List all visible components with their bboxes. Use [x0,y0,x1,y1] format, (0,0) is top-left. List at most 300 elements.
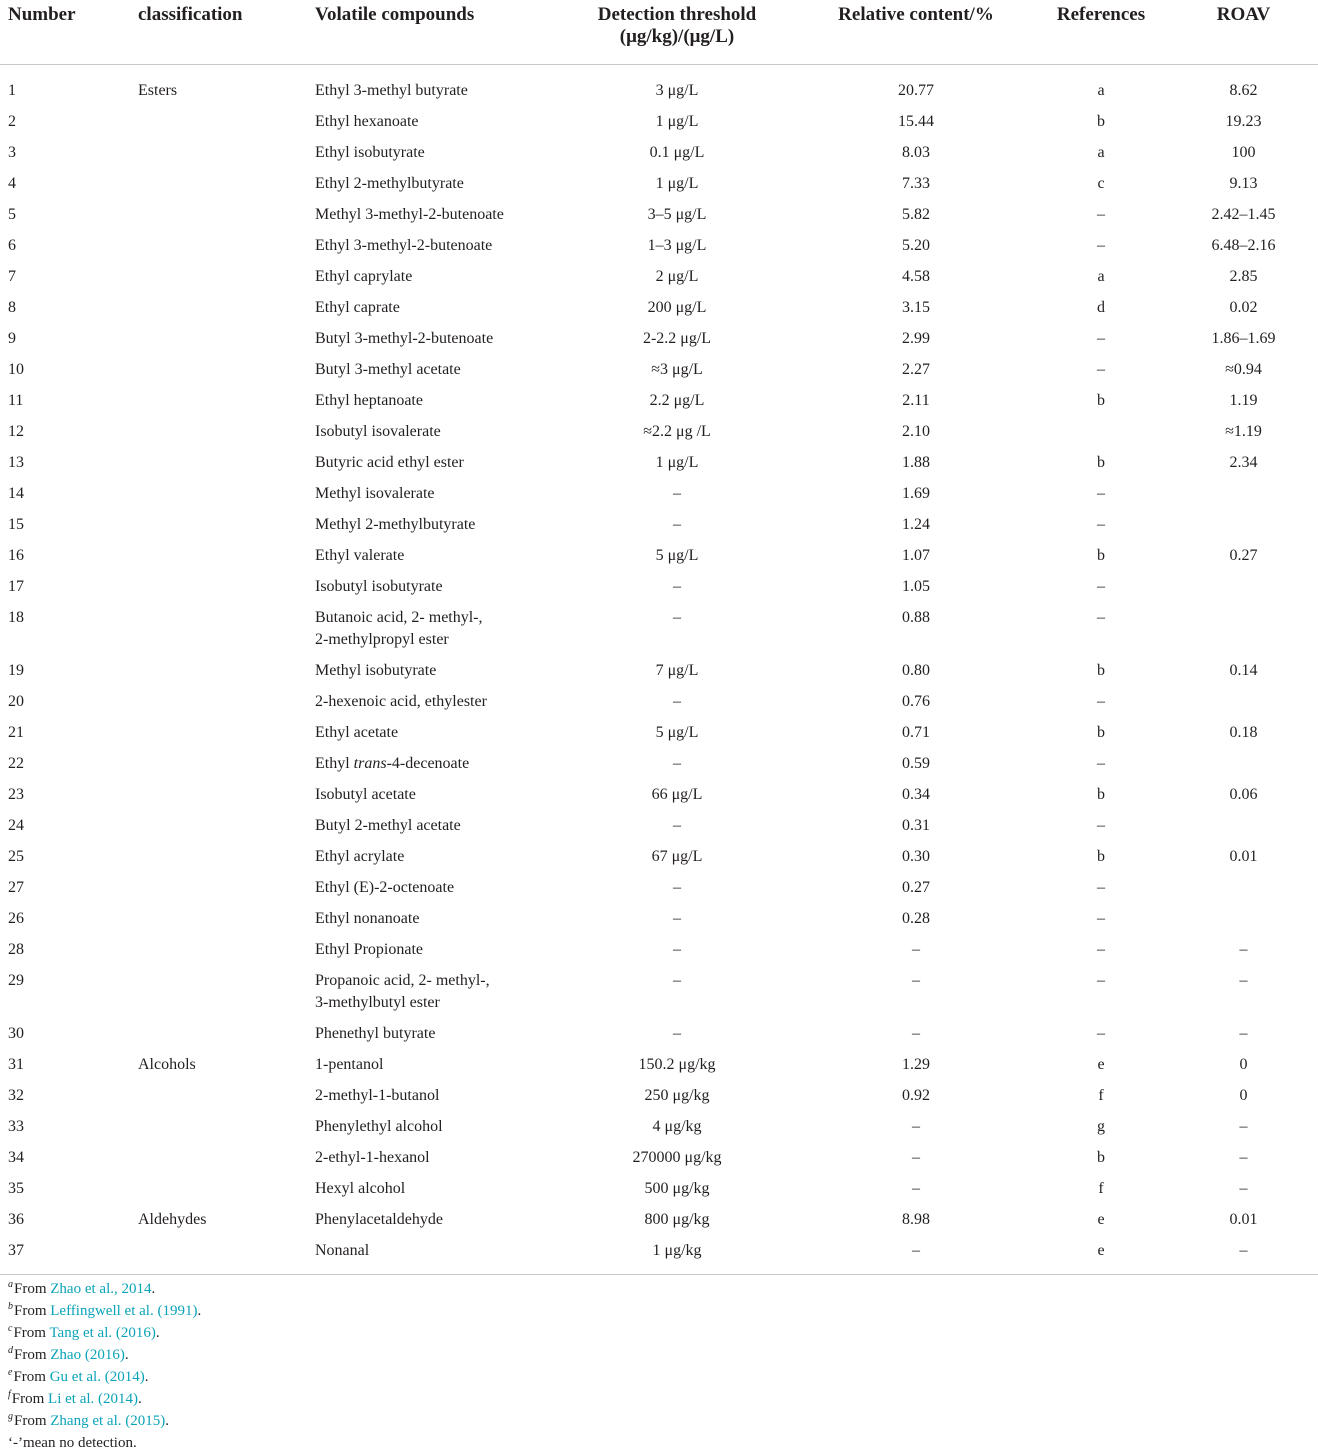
cell-compound: Methyl isovalerate [315,485,435,502]
cell-classification [126,904,289,935]
cell-relative-content: 20.77 [898,82,934,99]
cell-reference: a [1097,268,1105,285]
cell-compound: Ethyl 3-methyl-2-butenoate [315,237,493,254]
cell-line: 2-methylpropyl ester [315,631,449,648]
cell-compound: Phenylethyl alcohol [315,1118,443,1135]
cell-compound: Ethyl valerate [315,547,405,564]
cell-compound: Ethyl trans-4-decenoate [315,755,470,772]
cell-relative-content: 0.88 [902,609,930,626]
cell-roav: 2.85 [1229,268,1258,285]
cell-threshold: 500 μg/kg [644,1180,710,1197]
cell-reference: b [1097,848,1105,865]
cell-classification [126,873,289,904]
cell-threshold: 7 μg/L [655,662,699,679]
cell-roav: 2.42–1.45 [1211,206,1276,223]
cell-number: 11 [8,392,24,409]
table-row [0,904,1318,935]
cell-threshold: – [673,879,681,896]
cell-threshold: 3 μg/L [655,82,699,99]
table-row [0,656,1318,687]
cell-reference: c [1097,175,1105,192]
cell-relative-content: – [912,1149,920,1166]
cell-number: 5 [8,206,16,223]
cell-number: 16 [8,547,24,564]
cell-threshold: 2 μg/L [655,268,699,285]
cell-reference: – [1097,755,1105,772]
cell-compound [289,966,549,1019]
cell-line: 3-methylbutyl ester [315,994,440,1011]
cell-reference: d [1097,299,1105,316]
cell-number: 15 [8,516,24,533]
cell-threshold: 67 μg/L [651,848,703,865]
cell-reference: b [1097,454,1105,471]
cell-classification [126,1019,289,1050]
cell-roav: 0.27 [1229,547,1258,564]
cell-classification [126,200,289,231]
cell-roav: – [1239,1025,1248,1042]
cell-reference: b [1097,786,1105,803]
cell-number: 18 [8,609,24,626]
cell-reference: a [1097,144,1105,161]
cell-reference: – [1097,361,1105,378]
cell-relative-content: 0.71 [902,724,930,741]
cell-compound: Methyl 2-methylbutyrate [315,516,476,533]
cell-roav: 2.34 [1229,454,1258,471]
cell-number: 12 [8,423,24,440]
cell-relative-content: – [912,1118,920,1135]
cell-compound: Butyl 2-methyl acetate [315,817,461,834]
cell-threshold: – [673,693,681,710]
cell-roav: 1.86–1.69 [1211,330,1276,347]
cell-relative-content: 1.29 [902,1056,930,1073]
footnote-suffix: . [138,1391,142,1407]
table-row [0,65,1318,108]
cell-reference: b [1097,662,1105,679]
table-row [0,417,1318,448]
cell-compound: Ethyl 2-methylbutyrate [315,175,464,192]
cell-roav: – [1175,1236,1318,1275]
citation-link[interactable]: Zhao (2016) [50,1347,125,1363]
cell-compound: Methyl isobutyrate [315,662,437,679]
cell-classification [126,1236,289,1275]
cell-classification [126,966,289,1019]
cell-number: 28 [8,941,24,958]
cell-roav: – [1239,1180,1248,1197]
cell-number: 19 [8,662,24,679]
header-volatile-compounds: Volatile compounds [289,0,549,65]
cell-number: 8 [8,299,16,316]
no-detection-note: ‘-’mean no detection. [8,1435,137,1451]
cell-number: 2 [8,113,16,130]
cell-reference: e [1097,1056,1105,1073]
table-row [0,479,1318,510]
table-row [0,1174,1318,1205]
footnote-mark: b [8,1301,13,1312]
cell-relative-content: 0.92 [902,1087,930,1104]
citation-link[interactable]: Zhao et al., 2014 [50,1281,152,1297]
cell-number: 9 [8,330,16,347]
cell-relative-content: 7.33 [902,175,930,192]
citation-link[interactable]: Li et al. (2014) [48,1391,139,1407]
cell-roav: – [1239,941,1248,958]
footnote [8,1300,201,1322]
cell-reference: – [1097,941,1105,958]
cell-classification [126,386,289,417]
cell-classification [126,107,289,138]
cell-classification [126,293,289,324]
cell-compound: Butyl 3-methyl-2-butenoate [315,330,494,347]
cell-relative-content: – [912,1025,920,1042]
cell-line: Propanoic acid, 2- methyl-, [315,972,490,989]
cell-relative-content: 5.20 [902,237,930,254]
cell-compound: Isobutyl acetate [315,786,416,803]
cell-threshold: 1–3 μg/L [647,237,707,254]
cell-relative-content: 8.03 [902,144,930,161]
footnote-suffix: . [144,1369,149,1385]
table-row [0,842,1318,873]
cell-roav: ≈0.94 [1225,361,1262,378]
cell-reference: – [1097,910,1105,927]
cell-classification [126,572,289,603]
header-relative-content: Relative content/% [805,0,1027,65]
cell-relative-content: 0.28 [902,910,930,927]
cell-reference: – [1097,237,1105,254]
cell-relative-content: – [912,972,920,989]
table-row [0,687,1318,718]
table-row [0,1050,1318,1081]
header-threshold-line2: (μg/kg)/(μg/L) [619,26,735,47]
cell-roav: 100 [1231,144,1256,161]
footnote-mark: c [8,1323,13,1334]
cell-threshold: 150.2 μg/kg [638,1056,716,1073]
cell-compound: Phenylacetaldehyde [315,1211,443,1228]
table-row [0,873,1318,904]
cell-compound: Ethyl (E)-2-octenoate [315,879,455,896]
cell-classification [126,935,289,966]
cell-relative-content: 0.27 [902,879,930,896]
cell-threshold: 3–5 μg/L [647,206,707,223]
cell-roav [1175,479,1318,510]
cell-roav: 0.01 [1229,1211,1258,1228]
cell-compound: Phenethyl butyrate [315,1025,436,1042]
cell-reference: – [1097,693,1105,710]
cell-classification [126,479,289,510]
cell-classification [126,1081,289,1112]
cell-reference: – [1097,972,1105,989]
cell-reference: e [1097,1211,1105,1228]
cell-relative-content: 1.88 [902,454,930,471]
cell-classification [126,718,289,749]
cell-roav: – [1239,1118,1248,1135]
footnote-mark: g [8,1411,13,1422]
cell-threshold: – [673,516,681,533]
cell-roav: 0.01 [1229,848,1258,865]
cell-relative-content: 1.05 [902,578,930,595]
footnote-prefix: From [11,1391,49,1407]
footnote [8,1410,201,1432]
cell-threshold: 4 μg/kg [652,1118,702,1135]
cell-roav [1175,572,1318,603]
cell-classification [126,138,289,169]
cell-relative-content: 1.69 [902,485,930,502]
cell-compound: 2-hexenoic acid, ethylester [315,693,487,710]
cell-reference: f [1098,1180,1104,1197]
table-row [0,1019,1318,1050]
cell-classification [126,656,289,687]
table-row [0,1236,1318,1275]
cell-roav [1175,510,1318,541]
cell-relative-content: 4.58 [902,268,930,285]
cell-reference: – [1097,1025,1105,1042]
table-row [0,935,1318,966]
cell-compound: Hexyl alcohol [315,1180,406,1197]
cell-reference: e [1027,1236,1175,1275]
cell-threshold: 800 μg/kg [644,1211,710,1228]
cell-threshold: – [673,1025,681,1042]
table-row [0,324,1318,355]
cell-number: 31 [8,1056,24,1073]
cell-classification [126,448,289,479]
italic-trans: trans [353,755,387,772]
table-row [0,966,1318,1019]
footnote [8,1278,201,1300]
cell-number: 35 [8,1180,24,1197]
cell-number: 34 [8,1149,24,1166]
table-row [0,510,1318,541]
cell-number: 26 [8,910,24,927]
cell-compound: 2-ethyl-1-hexanol [315,1149,430,1166]
cell-number: 29 [8,972,24,989]
cell-classification: Aldehydes [138,1211,207,1228]
cell-number: 4 [8,175,16,192]
cell-compound: Ethyl 3-methyl butyrate [315,82,468,99]
footnote-suffix: . [197,1303,202,1319]
cell-reference: b [1097,113,1105,130]
citation-link[interactable]: Gu et al. (2014) [49,1369,145,1385]
cell-threshold: 1 μg/L [655,175,699,192]
table-row [0,169,1318,200]
table-row [0,293,1318,324]
cell-reference: – [1097,206,1105,223]
cell-relative-content: 0.59 [902,755,930,772]
cell-compound: Ethyl caprate [315,299,400,316]
cell-classification [126,262,289,293]
cell-classification [126,749,289,780]
citation-link[interactable]: Zhang et al. (2015) [50,1413,166,1429]
footnote [8,1344,201,1366]
header-threshold-line1: Detection threshold [597,4,757,25]
cell-threshold: – [673,609,681,626]
cell-relative-content: 1.07 [902,547,930,564]
table-row [0,386,1318,417]
footnote [8,1366,201,1388]
cell-compound: Ethyl acetate [315,724,399,741]
footnote-mark: e [8,1367,13,1378]
citation-link[interactable]: Leffingwell et al. (1991) [50,1303,198,1319]
footnote [8,1322,201,1344]
footnote-mark: f [8,1389,11,1400]
cell-number: 3 [8,144,16,161]
cell-number: 30 [8,1025,24,1042]
table-row [0,541,1318,572]
cell-classification [126,842,289,873]
table-row [0,572,1318,603]
cell-reference: b [1097,724,1105,741]
cell-compound: Ethyl Propionate [315,941,423,958]
footnote-prefix: From [14,1281,51,1297]
cell-compound [289,603,549,656]
cell-reference: – [1097,609,1105,626]
cell-compound: Ethyl caprylate [315,268,413,285]
table-row [0,355,1318,386]
cell-compound: Ethyl isobutyrate [315,144,425,161]
cell-number: 7 [8,268,16,285]
cell-threshold: 1 μg/L [655,454,699,471]
cell-roav: 1.19 [1229,392,1258,409]
cell-reference: f [1098,1087,1104,1104]
cell-roav: 9.13 [1229,175,1258,192]
cell-threshold: – [673,910,681,927]
table-row [0,1143,1318,1174]
footnote-list [8,1278,201,1432]
cell-threshold: 0.1 μg/L [649,144,705,161]
cell-threshold: – [673,941,681,958]
table-row [0,749,1318,780]
cell-number: 6 [8,237,16,254]
cell-reference: b [1097,1149,1105,1166]
cell-threshold: 5 μg/L [655,547,699,564]
cell-relative-content: 1.24 [902,516,930,533]
table-row [0,262,1318,293]
cell-classification [126,1143,289,1174]
cell-roav: ≈1.19 [1225,423,1262,440]
cell-classification [126,355,289,386]
footnote [8,1388,201,1410]
table-row [0,138,1318,169]
cell-reference: b [1097,547,1105,564]
cell-classification: Esters [138,82,178,99]
cell-line: Butanoic acid, 2- methyl-, [315,609,483,626]
cell-relative-content: – [805,1236,1027,1275]
cell-relative-content: 0.30 [902,848,930,865]
cell-roav: – [1239,1149,1248,1166]
cell-classification [126,510,289,541]
cell-classification [126,780,289,811]
cell-threshold: 1 μg/kg [549,1236,805,1275]
cell-roav: 0.02 [1229,299,1258,316]
cell-reference: – [1097,516,1105,533]
cell-compound: Nonanal [289,1236,549,1275]
header-references: References [1027,0,1175,65]
cell-number: 17 [8,578,24,595]
cell-compound: 1-pentanol [315,1056,384,1073]
cell-reference [1027,417,1175,448]
cell-reference: – [1097,817,1105,834]
table-row [0,1112,1318,1143]
cell-classification [126,231,289,262]
cell-threshold: – [673,972,681,989]
cell-classification [126,541,289,572]
table-row [0,107,1318,138]
cell-reference: g [1097,1118,1105,1135]
footnote-suffix: . [155,1325,160,1341]
cell-number: 20 [8,693,24,710]
cell-threshold: – [673,817,681,834]
cell-number: 33 [8,1118,24,1135]
cell-number: 37 [0,1236,126,1275]
cell-compound: Ethyl acrylate [315,848,405,865]
cell-relative-content: – [912,1180,920,1197]
cell-threshold: ≈2.2 μg /L [643,423,711,440]
cell-number: 23 [8,786,24,803]
cell-relative-content: 2.11 [902,392,930,409]
header-classification: classification [126,0,289,65]
footnote-prefix: From [14,1413,51,1429]
cell-roav: 6.48–2.16 [1211,237,1276,254]
cell-threshold: 270000 μg/kg [632,1149,722,1166]
header-row [0,0,1318,65]
cell-reference: – [1097,330,1105,347]
cell-roav [1175,687,1318,718]
citation-link[interactable]: Tang et al. (2016) [49,1325,156,1341]
footnote-prefix: From [13,1369,50,1385]
cell-roav [1175,749,1318,780]
cell-classification [126,1174,289,1205]
cell-reference: a [1097,82,1105,99]
cell-compound: 2-methyl-1-butanol [315,1087,440,1104]
footnote-mark: a [8,1279,13,1290]
cell-roav [1175,873,1318,904]
cell-roav: 0 [1239,1087,1248,1104]
cell-compound: Ethyl nonanoate [315,910,420,927]
cell-threshold: – [673,485,681,502]
cell-compound: Isobutyl isovalerate [315,423,441,440]
footnotes [8,1278,201,1454]
cell-reference: – [1097,485,1105,502]
cell-classification [126,811,289,842]
table-body [0,65,1318,1275]
cell-compound: Isobutyl isobutyrate [315,578,443,595]
cell-relative-content: – [912,941,920,958]
table-row [0,1081,1318,1112]
cell-threshold: 2.2 μg/L [649,392,705,409]
header-roav: ROAV [1175,0,1318,65]
footnote-prefix: From [13,1325,50,1341]
footnote-suffix: . [165,1413,169,1429]
cell-roav: 0 [1239,1056,1248,1073]
cell-relative-content: 2.99 [902,330,930,347]
footnote-prefix: From [14,1303,51,1319]
table-row [0,1205,1318,1236]
cell-threshold: 2-2.2 μg/L [642,330,712,347]
cell-compound: Butyl 3-methyl acetate [315,361,461,378]
cell-compound: Ethyl hexanoate [315,113,419,130]
cell-roav: 19.23 [1225,113,1262,130]
table-row [0,603,1318,656]
cell-compound: Ethyl heptanoate [315,392,423,409]
cell-number: 22 [8,755,24,772]
cell-roav: 0.18 [1229,724,1258,741]
cell-roav [1175,904,1318,935]
cell-threshold: – [673,578,681,595]
footnote-suffix: . [124,1347,129,1363]
cell-relative-content: 2.27 [902,361,930,378]
table-row [0,811,1318,842]
cell-compound: Butyric acid ethyl ester [315,454,464,471]
cell-classification [126,687,289,718]
table-row [0,231,1318,262]
cell-number: 24 [8,817,24,834]
